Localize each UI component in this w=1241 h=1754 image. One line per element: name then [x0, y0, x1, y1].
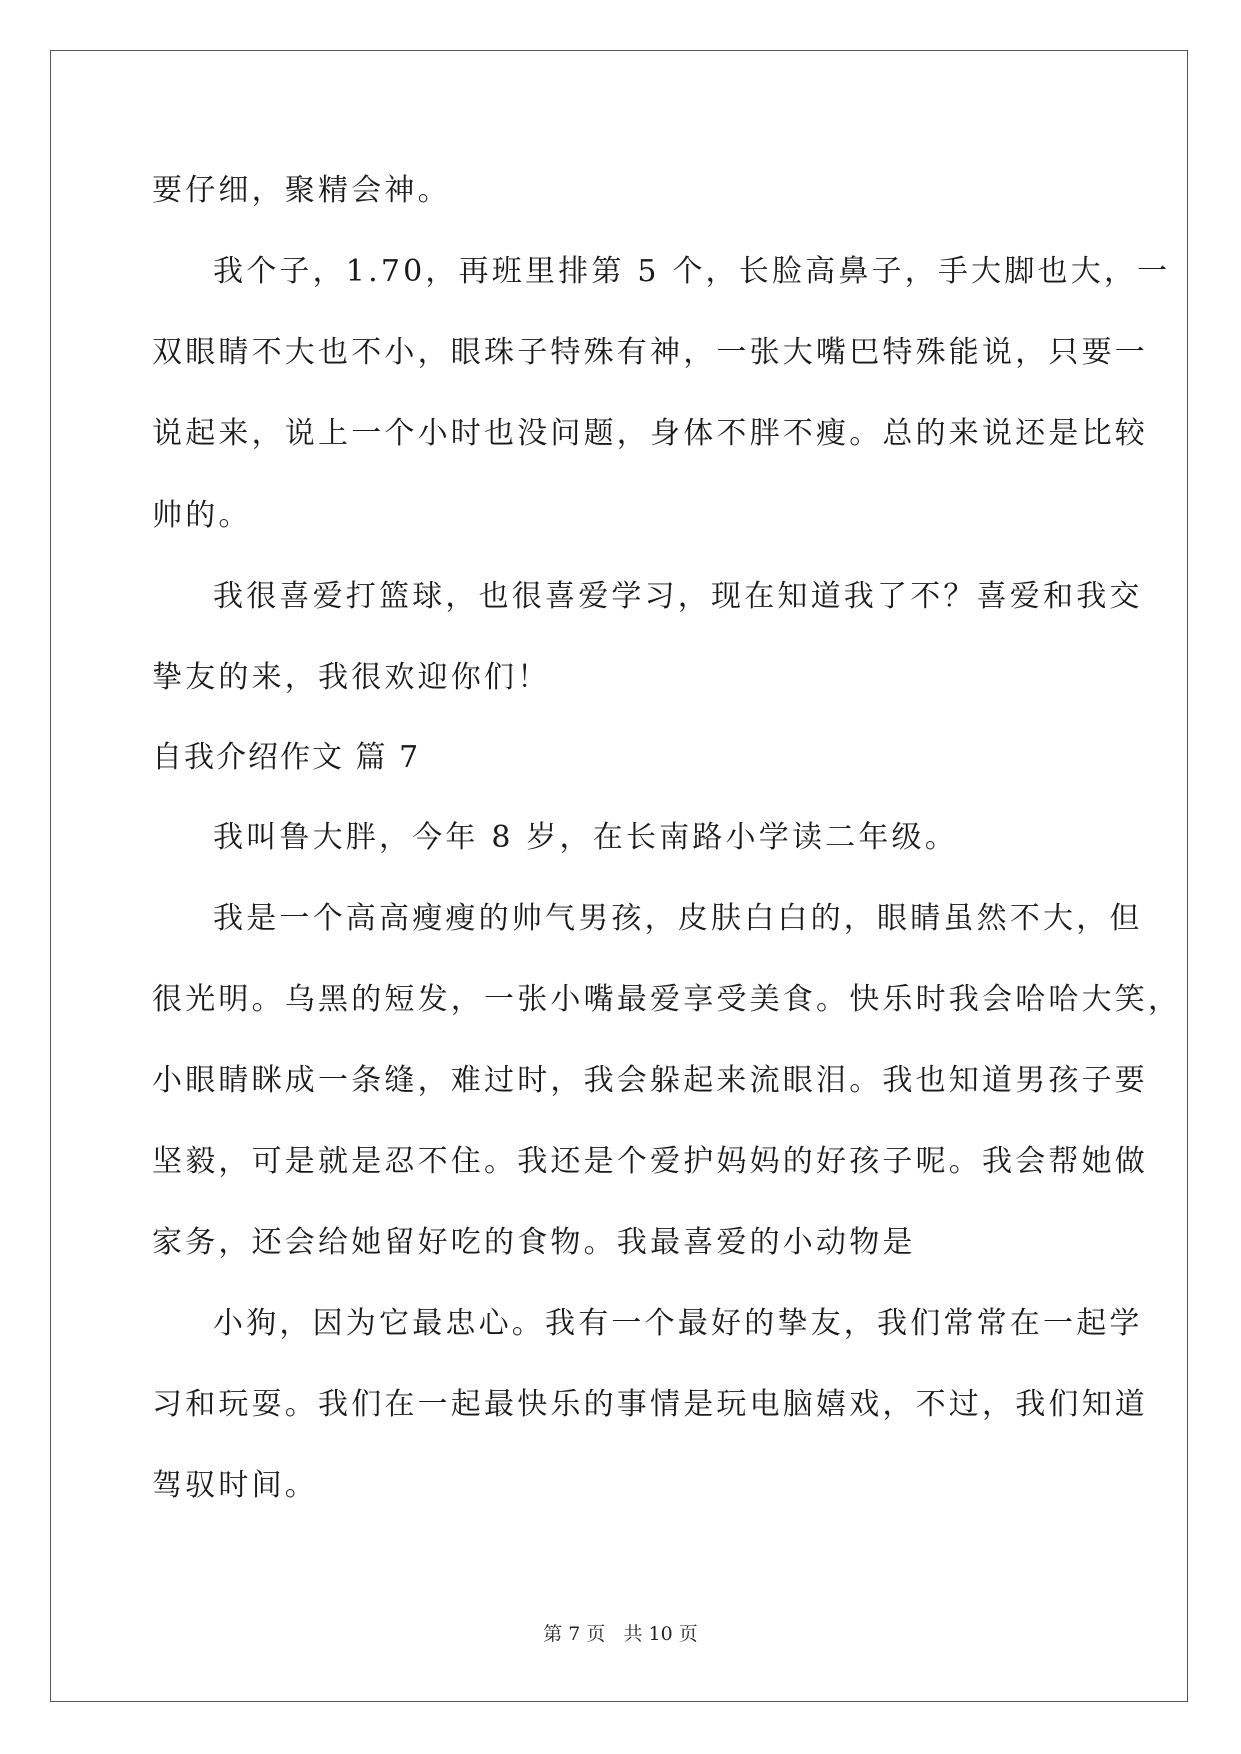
- text-line: 挚友的来，我很欢迎你们！: [152, 660, 551, 695]
- text-line: 小眼睛眯成一条缝，难过时，我会躲起来流眼泪。我也知道男孩子要: [152, 1063, 1148, 1098]
- text-line: 要仔细，聚精会神。: [152, 173, 451, 208]
- text-line: 很光明。乌黑的短发，一张小嘴最爱享受美食。快乐时我会哈哈大笑，: [152, 982, 1182, 1017]
- page-total: 共 10 页: [623, 1623, 698, 1645]
- text-line: 坚毅，可是就是忍不住。我还是个爱护妈妈的好孩子呢。我会帮她做: [152, 1144, 1148, 1179]
- paragraph-start: 我很喜爱打篮球，也很喜爱学习，现在知道我了不？喜爱和我交: [213, 579, 1143, 614]
- page-footer: [0, 1621, 1241, 1647]
- paragraph-start: 我叫鲁大胖，今年 8 岁，在长南路小学读二年级。: [213, 820, 958, 855]
- text-line: 家务，还会给她留好吃的食物。我最喜爱的小动物是: [152, 1225, 916, 1260]
- text-line: 双眼睛不大也不小，眼珠子特殊有神，一张大嘴巴特殊能说，只要一: [152, 335, 1148, 370]
- text-line: 驾驭时间。: [152, 1468, 318, 1503]
- text-line: 帅的。: [152, 498, 252, 533]
- text-line: 说起来，说上一个小时也没问题，身体不胖不瘦。总的来说还是比较: [152, 416, 1148, 451]
- page-number: 第 7 页: [543, 1623, 606, 1645]
- paragraph-start: 我个子，1.70，再班里排第 5 个，长脸高鼻子，手大脚也大，一: [213, 254, 1171, 289]
- section-heading: 自我介绍作文 篇 7: [152, 740, 421, 775]
- paragraph-start: 小狗，因为它最忠心。我有一个最好的挚友，我们常常在一起学: [213, 1306, 1143, 1341]
- page-border: [50, 50, 1188, 1702]
- paragraph-start: 我是一个高高瘦瘦的帅气男孩，皮肤白白的，眼睛虽然不大，但: [213, 901, 1143, 936]
- text-line: 习和玩耍。我们在一起最快乐的事情是玩电脑嬉戏，不过，我们知道: [152, 1387, 1148, 1422]
